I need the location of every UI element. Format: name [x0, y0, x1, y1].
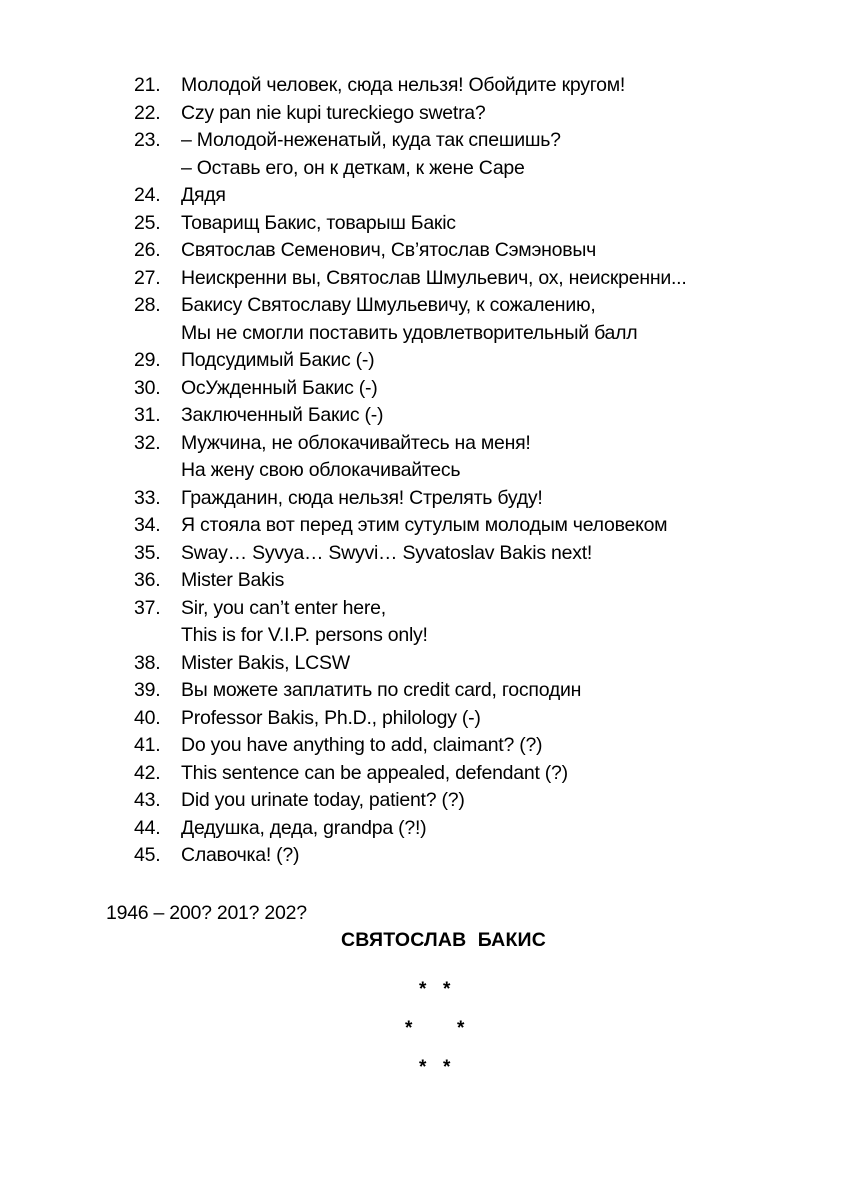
list-item — [134, 127, 774, 182]
item-number: 32. — [134, 431, 161, 454]
item-line: Я стояла вот перед этим сутулым молодым человеком — [181, 514, 668, 536]
star-ornament: * — [405, 1018, 413, 1039]
item-number: 36. — [134, 569, 161, 591]
list-item — [134, 787, 774, 815]
list-item — [134, 237, 774, 265]
item-line: Дедушка, деда, grandpa (?!) — [181, 816, 427, 839]
list-item — [134, 540, 774, 568]
item-text — [181, 567, 284, 595]
item-number: 25. — [134, 211, 161, 234]
item-line: Sway… Syvya… Swyvi… Syvatoslav Bakis next! — [181, 541, 593, 564]
item-text — [181, 512, 667, 540]
item-number: 35. — [134, 541, 161, 564]
item-number: 22. — [134, 101, 161, 124]
item-line: Святослав Семенович, Св’ятослав Сэмэновыч — [181, 239, 597, 261]
item-line: Mister Bakis, LCSW — [181, 651, 350, 674]
item-number: 34. — [134, 514, 161, 536]
item-line: Неискренни вы, Святослав Шмульевич, ох, неискренни... — [181, 266, 687, 289]
item-text — [181, 182, 226, 210]
item-number: 26. — [134, 239, 161, 261]
list-item — [134, 650, 774, 678]
item-line: Подсудимый Бакис (-) — [181, 349, 375, 371]
item-text — [181, 347, 374, 375]
item-number: 43. — [134, 789, 161, 811]
item-number: 38. — [134, 651, 161, 674]
item-text — [181, 842, 299, 870]
item-line: Czy pan nie kupi tureckiego swetra? — [181, 101, 486, 124]
list-item — [134, 595, 774, 650]
item-line: Гражданин, сюда нельзя! Стрелять буду! — [181, 486, 543, 509]
item-number: 27. — [134, 266, 161, 289]
item-line: Did you urinate today, patient? (?) — [181, 789, 465, 811]
list-item — [134, 430, 774, 485]
star-ornament: * — [457, 1018, 465, 1039]
list-item — [134, 485, 774, 513]
item-line: Дядя — [181, 184, 226, 206]
item-number: 29. — [134, 349, 161, 371]
item-line: Do you have anything to add, claimant? (?) — [181, 734, 543, 756]
list-item — [134, 705, 774, 733]
item-number: 40. — [134, 706, 161, 729]
item-text — [181, 375, 378, 403]
item-text — [181, 292, 637, 347]
item-text — [181, 815, 426, 843]
item-text — [181, 210, 456, 238]
list-item — [134, 732, 774, 760]
item-line: ОсУжденный Бакис (-) — [181, 376, 378, 399]
item-number: 45. — [134, 844, 161, 866]
item-line: На жену свою облокачивайтесь — [181, 459, 461, 481]
item-text — [181, 430, 531, 485]
list-item — [134, 72, 774, 100]
numbered-list — [134, 72, 774, 870]
star-ornament: * — [443, 1057, 451, 1078]
list-item — [134, 210, 774, 238]
item-line: Молодой человек, сюда нельзя! Обойдите кругом! — [181, 74, 626, 96]
item-text — [181, 237, 596, 265]
item-text — [181, 650, 350, 678]
item-text — [181, 540, 592, 568]
item-text — [181, 72, 625, 100]
item-number: 31. — [134, 404, 161, 426]
list-item — [134, 375, 774, 403]
item-number: 28. — [134, 294, 161, 316]
item-number: 39. — [134, 679, 161, 701]
list-item — [134, 567, 774, 595]
item-number: 44. — [134, 816, 161, 839]
item-line: Славочка! (?) — [181, 844, 300, 866]
item-number: 30. — [134, 376, 161, 399]
item-number: 24. — [134, 184, 161, 206]
list-item — [134, 100, 774, 128]
item-number: 33. — [134, 486, 161, 509]
item-text — [181, 732, 542, 760]
item-number: 23. — [134, 129, 161, 151]
item-text — [181, 485, 543, 513]
item-text — [181, 677, 581, 705]
list-item — [134, 265, 774, 293]
item-line: Sir, you can’t enter here, — [181, 596, 386, 619]
list-item — [134, 292, 774, 347]
item-number: 37. — [134, 596, 161, 619]
author-name: СВЯТОСЛАВ БАКИС — [340, 929, 547, 951]
item-text — [181, 127, 561, 182]
item-line: Вы можете заплатить по credit card, господин — [181, 679, 582, 701]
item-text — [181, 402, 383, 430]
item-line: This is for V.I.P. persons only! — [181, 624, 428, 646]
list-item — [134, 760, 774, 788]
item-line: Заключенный Бакис (-) — [181, 404, 384, 426]
life-dates: 1946 – 200? 201? 202? — [106, 902, 307, 924]
list-item — [134, 842, 774, 870]
list-item — [134, 182, 774, 210]
item-line: Мужчина, не облокачивайтесь на меня! — [181, 431, 531, 454]
list-item — [134, 347, 774, 375]
list-item — [134, 512, 774, 540]
item-line: – Оставь его, он к деткам, к жене Саре — [181, 156, 525, 179]
item-text — [181, 760, 568, 788]
item-line: Mister Bakis — [181, 569, 285, 591]
item-text — [181, 595, 428, 650]
item-text — [181, 705, 481, 733]
star-ornament: * — [419, 1057, 427, 1078]
item-text — [181, 100, 486, 128]
item-line: Professor Bakis, Ph.D., philology (-) — [181, 706, 481, 729]
item-number: 41. — [134, 734, 161, 756]
star-ornament: * — [419, 979, 427, 1000]
item-number: 42. — [134, 761, 161, 784]
item-line: Бакису Святославу Шмульевичу, к сожалению, — [181, 294, 596, 316]
item-line: Товарищ Бакис, товарыш Бакіс — [181, 211, 456, 234]
item-line: This sentence can be appealed, defendant (?) — [181, 761, 568, 784]
item-line: Мы не смогли поставить удовлетворительный балл — [181, 321, 638, 344]
item-number: 21. — [134, 74, 161, 96]
item-text — [181, 265, 687, 293]
star-ornament: * — [443, 979, 451, 1000]
list-item — [134, 402, 774, 430]
item-line: – Молодой-неженатый, куда так спешишь? — [181, 129, 561, 151]
list-item — [134, 815, 774, 843]
item-text — [181, 787, 465, 815]
list-item — [134, 677, 774, 705]
